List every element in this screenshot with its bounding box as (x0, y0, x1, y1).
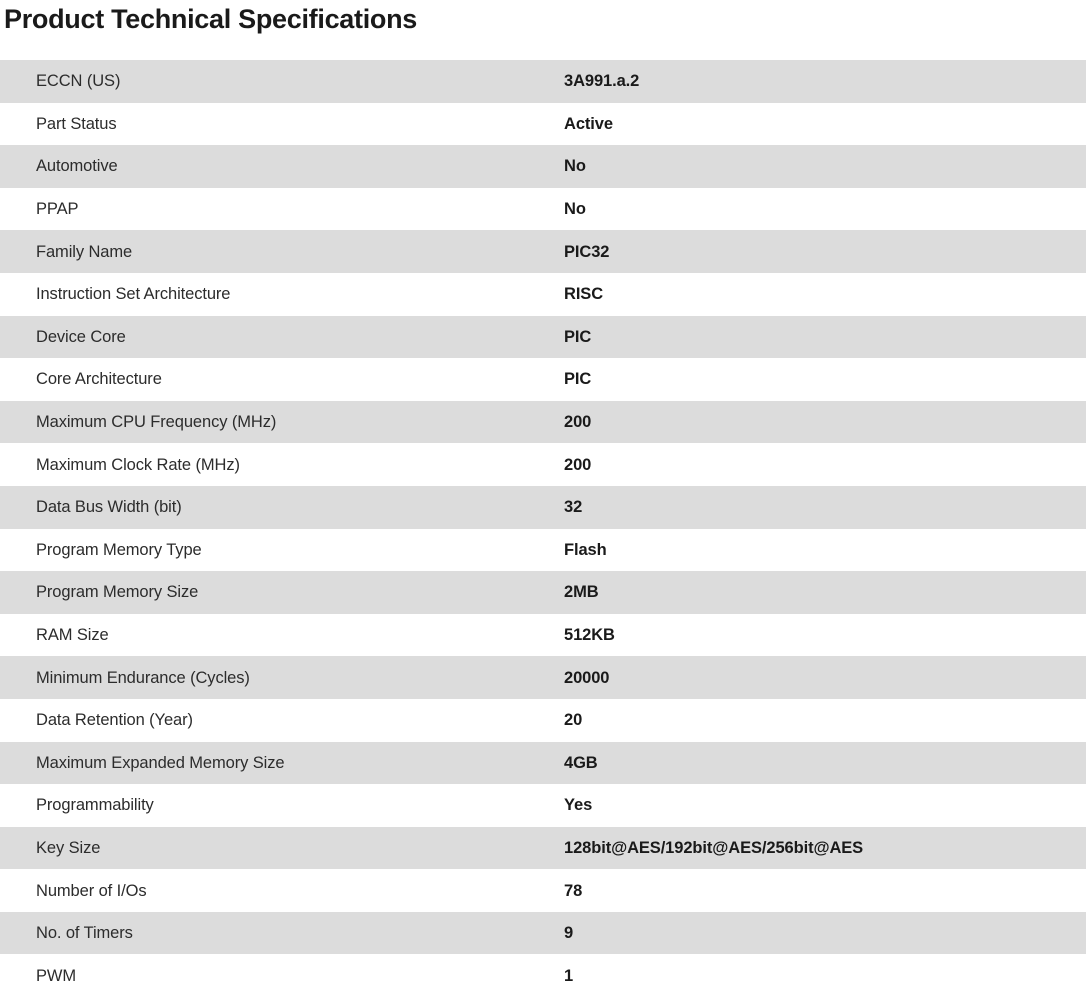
spec-value: 1 (564, 966, 574, 985)
spec-label: Program Memory Size (36, 583, 199, 602)
spec-value: No (564, 157, 586, 176)
spec-value: PIC (564, 370, 592, 389)
table-row (0, 273, 1086, 316)
table-row (0, 60, 1086, 103)
spec-label: ECCN (US) (36, 72, 121, 91)
spec-label: PWM (36, 966, 77, 985)
spec-label: RAM Size (36, 626, 109, 645)
table-row (0, 656, 1086, 699)
spec-value: 20000 (564, 668, 610, 687)
spec-label: Data Bus Width (bit) (36, 498, 182, 517)
spec-label: PPAP (36, 200, 79, 219)
table-row (0, 571, 1086, 614)
spec-label: Maximum Clock Rate (MHz) (36, 455, 240, 474)
table-row (0, 912, 1086, 955)
spec-value: 200 (564, 455, 592, 474)
table-row (0, 614, 1086, 657)
spec-label: Instruction Set Architecture (36, 285, 231, 304)
spec-value: 128bit@AES/192bit@AES/256bit@AES (564, 838, 864, 857)
table-row (0, 316, 1086, 359)
spec-label: Automotive (36, 157, 118, 176)
table-row (0, 784, 1086, 827)
page-title: Product Technical Specifications (4, 4, 418, 34)
spec-label: Family Name (36, 242, 133, 261)
spec-value: Flash (564, 540, 607, 559)
spec-value: No (564, 200, 586, 219)
spec-value: PIC (564, 327, 592, 346)
spec-value: 32 (564, 498, 583, 517)
spec-value: 3A991.a.2 (564, 72, 640, 91)
specifications-table-body (0, 60, 1086, 997)
spec-value: Active (564, 114, 613, 133)
table-row (0, 443, 1086, 486)
spec-label: Core Architecture (36, 370, 162, 389)
spec-value: 20 (564, 711, 583, 730)
table-row (0, 486, 1086, 529)
spec-label: Device Core (36, 327, 126, 346)
spec-value: 4GB (564, 753, 598, 772)
table-row (0, 869, 1086, 912)
spec-label: Key Size (36, 838, 101, 857)
spec-label: No. of Timers (36, 924, 133, 943)
spec-value: RISC (564, 285, 604, 304)
table-row (0, 742, 1086, 785)
table-row (0, 230, 1086, 273)
specifications-table (0, 60, 1086, 997)
spec-label: Number of I/Os (36, 881, 147, 900)
table-row (0, 401, 1086, 444)
spec-value: 2MB (564, 583, 599, 602)
spec-value: 9 (564, 924, 574, 943)
spec-label: Minimum Endurance (Cycles) (36, 668, 250, 687)
table-row (0, 145, 1086, 188)
table-row (0, 529, 1086, 572)
table-row (0, 699, 1086, 742)
spec-label: Part Status (36, 114, 117, 133)
spec-value: PIC32 (564, 242, 610, 261)
spec-value: Yes (564, 796, 593, 815)
spec-label: Programmability (36, 796, 154, 815)
table-row (0, 103, 1086, 146)
spec-label: Program Memory Type (36, 540, 202, 559)
spec-label: Maximum Expanded Memory Size (36, 753, 285, 772)
table-row (0, 188, 1086, 231)
spec-label: Data Retention (Year) (36, 711, 193, 730)
spec-label: Maximum CPU Frequency (MHz) (36, 413, 277, 432)
spec-value: 512KB (564, 626, 615, 645)
spec-value: 200 (564, 413, 592, 432)
table-row (0, 358, 1086, 401)
spec-value: 78 (564, 881, 583, 900)
table-row (0, 827, 1086, 870)
